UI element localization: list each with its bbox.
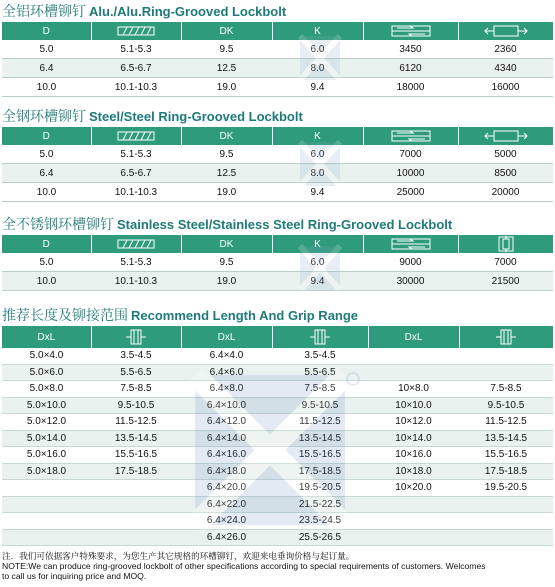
header-dk: DK	[181, 127, 272, 145]
table-row: 6.4 6.5-6.7 12.5 8.0 10000 8500	[2, 164, 553, 183]
section-title-en: Stainless Steel/Stainless Steel Ring-Grooved Lockbolt	[117, 217, 453, 232]
section-title-range	[2, 307, 358, 324]
section-title-en: Recommend Length And Grip Range	[131, 308, 359, 323]
shear-force-icon	[389, 130, 433, 142]
header-shear	[363, 22, 458, 40]
shear-force-icon	[389, 25, 433, 37]
header-hole	[91, 235, 181, 253]
table-row: 6.4 6.5-6.7 12.5 8.0 6120 4340	[2, 59, 553, 78]
table-row: 6.4×26.0 25.5-26.5	[2, 529, 553, 546]
range-table	[2, 326, 554, 546]
table-row: 10.0 10.1-10.3 19.0 9.4 18000 16000	[2, 78, 553, 97]
header-tensile	[458, 235, 553, 253]
spec-table-steel	[2, 127, 554, 202]
header-shear	[363, 127, 458, 145]
table-row: 5.0 5.1-5.3 9.5 6.0 9000 7000	[2, 253, 553, 272]
table-row: 6.4×24.0 23.5-24.5	[2, 513, 553, 530]
section-title-en: Alu./Alu.Ring-Grooved Lockbolt	[89, 4, 287, 19]
header-k: K	[272, 235, 363, 253]
header-d: D	[2, 22, 91, 40]
header-grip	[459, 326, 553, 348]
table-row: 6.4×20.0 19.5-20.5 10×20.0 19.5-20.5	[2, 480, 553, 497]
table-row: 10.0 10.1-10.3 19.0 9.4 25000 20000	[2, 183, 553, 202]
table-row: 5.0×12.0 11.5-12.5 6.4×12.0 11.5-12.5 10×12.0 11.5-12.5	[2, 414, 553, 431]
section-title-cn: 全不锈钢环槽铆钉	[2, 216, 114, 232]
footnote-cn: 注．我们可依据客户特殊要求，为您生产其它规格的环槽铆钉，欢迎来电垂询价格与起订量。	[2, 551, 355, 561]
header-hole	[91, 22, 181, 40]
footnote	[2, 551, 553, 581]
footnote-en-line2: to call us for inquiring price and MOQ.	[2, 571, 147, 581]
header-grip	[91, 326, 181, 348]
grip-length-icon	[496, 329, 516, 345]
table-row: 6.4×22.0 21.5-22.5	[2, 496, 553, 513]
header-dk: DK	[181, 235, 272, 253]
header-hole	[91, 127, 181, 145]
header-dk: DK	[181, 22, 272, 40]
shear-force-icon	[389, 238, 433, 250]
drill-hole-icon	[117, 239, 155, 249]
table-row: 5.0×8.0 7.5-8.5 6.4×8.0 7.5-8.5 10×8.0 7.5-8.5	[2, 381, 553, 398]
table-row: 10.0 10.1-10.3 19.0 9.4 30000 21500	[2, 272, 553, 291]
table-row: 5.0×18.0 17.5-18.5 6.4×18.0 17.5-18.5 10×18.0 17.5-18.5	[2, 463, 553, 480]
section-title-steel	[2, 108, 303, 125]
section-title-cn: 全钢环槽铆钉	[2, 108, 86, 124]
header-dxl: DxL	[181, 326, 272, 348]
header-k: K	[272, 127, 363, 145]
spec-table-stainless	[2, 235, 554, 291]
header-tensile	[458, 22, 553, 40]
table-row: 5.0×16.0 15.5-16.5 6.4×16.0 15.5-16.5 10×16.0 15.5-16.5	[2, 447, 553, 464]
table-row: 5.0×6.0 5.5-6.5 6.4×6.0 5.5-6.5	[2, 364, 553, 381]
drill-hole-icon	[117, 131, 155, 141]
section-title-cn: 推荐长度及铆接范围	[2, 307, 128, 323]
table-row: 5.0×14.0 13.5-14.5 6.4×14.0 13.5-14.5 10×14.0 13.5-14.5	[2, 430, 553, 447]
header-k: K	[272, 22, 363, 40]
header-dxl: DxL	[2, 326, 91, 348]
drill-hole-icon	[117, 26, 155, 36]
header-dxl: DxL	[368, 326, 459, 348]
header-tensile	[458, 127, 553, 145]
tensile-force-icon	[484, 130, 528, 142]
tensile-force-icon	[484, 25, 528, 37]
header-shear	[363, 235, 458, 253]
spec-table-alu	[2, 22, 554, 97]
grip-length-icon	[310, 329, 330, 345]
table-row: 5.0×10.0 9.5-10.5 6.4×10.0 9.5-10.5 10×10.0 9.5-10.5	[2, 397, 553, 414]
tensile-force-icon	[498, 236, 514, 252]
footnote-en-line1: NOTE:We can produce ring-grooved lockbolt of other specifications according to special requirements of customers. Welcomes	[2, 561, 486, 571]
header-grip	[272, 326, 368, 348]
table-row: 5.0 5.1-5.3 9.5 6.0 7000 5000	[2, 145, 553, 164]
section-title-alu	[2, 3, 286, 20]
section-title-en: Steel/Steel Ring-Grooved Lockbolt	[89, 109, 303, 124]
table-row: 5.0 5.1-5.3 9.5 6.0 3450 2360	[2, 40, 553, 59]
header-d: D	[2, 235, 91, 253]
header-d: D	[2, 127, 91, 145]
section-title-cn: 全铝环槽铆钉	[2, 3, 86, 19]
section-title-stainless	[2, 216, 452, 233]
table-row: 5.0×4.0 3.5-4.5 6.4×4.0 3.5-4.5	[2, 348, 553, 364]
grip-length-icon	[126, 329, 146, 345]
